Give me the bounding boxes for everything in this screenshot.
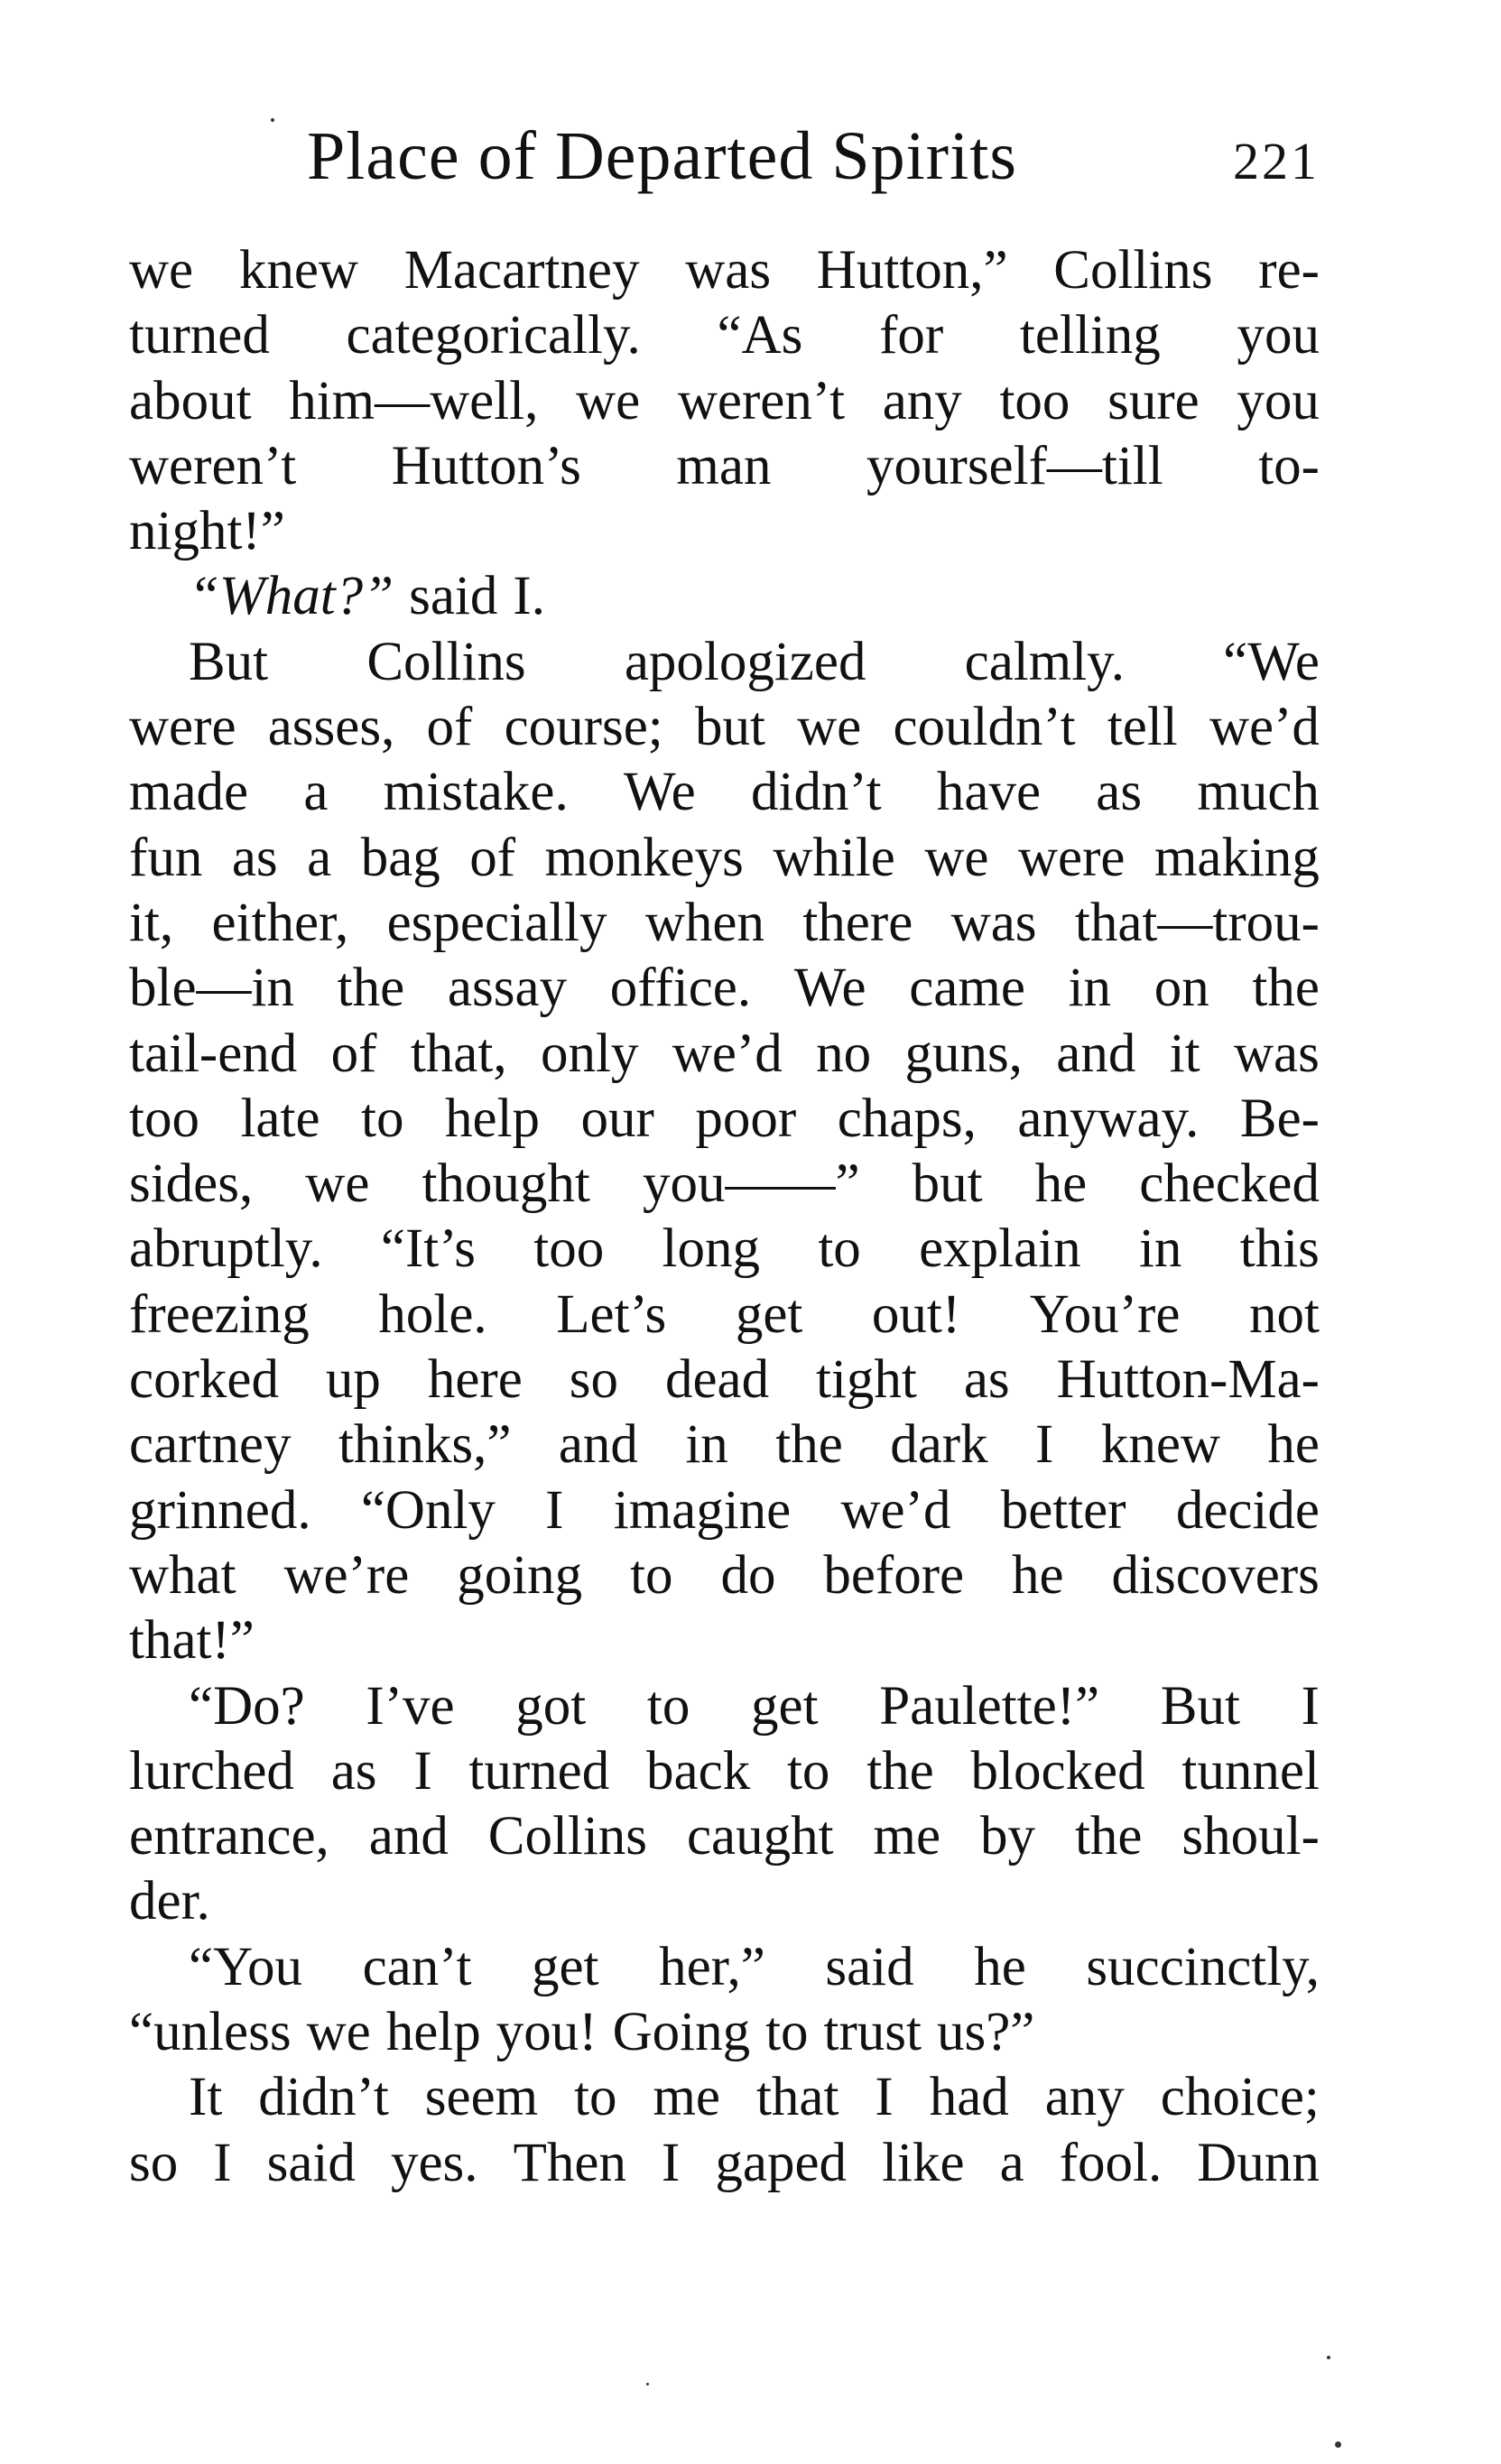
word: “It’s bbox=[380, 1218, 476, 1280]
word: But bbox=[189, 631, 269, 692]
word: checked bbox=[1139, 1153, 1320, 1215]
word: he bbox=[974, 1936, 1026, 1997]
scan-speck bbox=[271, 118, 274, 122]
word: I bbox=[875, 2067, 894, 2128]
word: weren’t bbox=[129, 435, 297, 496]
text-line bbox=[129, 238, 1320, 303]
word: we’d bbox=[840, 1479, 951, 1541]
word: fun bbox=[129, 827, 203, 888]
word: I’ve bbox=[366, 1675, 455, 1737]
word: anyway. bbox=[1017, 1088, 1200, 1149]
word: we bbox=[129, 240, 194, 301]
word: but bbox=[694, 697, 765, 758]
word: me bbox=[653, 2067, 721, 2128]
word: the bbox=[337, 958, 405, 1019]
word: Dunn bbox=[1197, 2132, 1320, 2193]
word: a bbox=[999, 2132, 1024, 2193]
word: of bbox=[469, 827, 516, 888]
word: our bbox=[580, 1088, 654, 1149]
word: thinks,” bbox=[338, 1414, 512, 1476]
word: “unless bbox=[129, 2002, 292, 2063]
word: the bbox=[1074, 1806, 1143, 1867]
text-line bbox=[129, 434, 1320, 499]
word: her,” bbox=[659, 1936, 765, 1997]
word: this bbox=[1239, 1218, 1320, 1280]
page-number: 221 bbox=[1233, 132, 1320, 190]
running-title: Place of Departed Spirits bbox=[307, 118, 1017, 194]
word: Macartney bbox=[403, 240, 640, 301]
word: were bbox=[1017, 827, 1126, 888]
word: as bbox=[231, 827, 278, 888]
word: thought bbox=[422, 1153, 590, 1215]
word: decide bbox=[1175, 1479, 1320, 1541]
text-line bbox=[129, 303, 1320, 368]
word: were bbox=[129, 697, 236, 758]
word: monkeys bbox=[544, 827, 744, 888]
word: gaped bbox=[715, 2132, 848, 2193]
word: explain bbox=[919, 1218, 1081, 1280]
word: I bbox=[413, 1740, 432, 1802]
word: I bbox=[545, 1479, 564, 1541]
word: can’t bbox=[362, 1936, 472, 1997]
word: by bbox=[980, 1806, 1035, 1867]
word: I bbox=[1301, 1675, 1320, 1737]
word: to- bbox=[1258, 435, 1320, 496]
word: as bbox=[330, 1740, 377, 1802]
word: of bbox=[330, 1023, 377, 1084]
word: to bbox=[574, 2067, 617, 2128]
word: Going bbox=[612, 2002, 751, 2063]
word: so bbox=[569, 1349, 618, 1411]
text-line bbox=[129, 1674, 1320, 1739]
word: course; bbox=[504, 697, 663, 758]
word: us?” bbox=[936, 2002, 1035, 2063]
word: do bbox=[720, 1544, 776, 1606]
word: in bbox=[1138, 1218, 1182, 1280]
word: help bbox=[385, 2002, 481, 2063]
word: sides, bbox=[129, 1153, 254, 1215]
text-line bbox=[129, 1869, 1320, 1934]
word: tell bbox=[1107, 697, 1178, 758]
word: trust bbox=[823, 2002, 922, 2063]
word: back bbox=[646, 1740, 751, 1802]
word: so bbox=[129, 2132, 179, 2193]
word: no bbox=[816, 1023, 872, 1084]
word: you! bbox=[496, 2002, 598, 2063]
word: I. bbox=[513, 566, 545, 627]
text-line bbox=[129, 826, 1320, 891]
word: blocked bbox=[970, 1740, 1145, 1802]
word: tight bbox=[816, 1349, 917, 1411]
word: dark bbox=[890, 1414, 988, 1476]
word: imagine bbox=[613, 1479, 792, 1541]
word: was bbox=[685, 240, 772, 301]
word: turned bbox=[129, 305, 270, 366]
word: long bbox=[662, 1218, 760, 1280]
word: on bbox=[1154, 958, 1209, 1019]
word: abruptly. bbox=[129, 1218, 323, 1280]
word: ble—in bbox=[129, 958, 294, 1019]
word: dead bbox=[664, 1349, 770, 1411]
word: too bbox=[533, 1218, 605, 1280]
word: to bbox=[786, 1740, 830, 1802]
text-line bbox=[129, 499, 1320, 564]
word: before bbox=[823, 1544, 965, 1606]
word: of bbox=[426, 697, 473, 758]
word: tunnel bbox=[1181, 1740, 1320, 1802]
word: “Do? bbox=[189, 1675, 305, 1737]
word: weren’t bbox=[677, 370, 846, 431]
word: said bbox=[825, 1936, 914, 1997]
word: Collins bbox=[366, 631, 526, 692]
word: yes. bbox=[390, 2132, 478, 2193]
word: apologized bbox=[624, 631, 866, 692]
word: you bbox=[1237, 305, 1320, 366]
word: have bbox=[936, 762, 1042, 823]
word: “We bbox=[1223, 631, 1320, 692]
word: we’d bbox=[1209, 697, 1320, 758]
word: poor bbox=[695, 1088, 797, 1149]
word: chaps, bbox=[837, 1088, 977, 1149]
text-line bbox=[129, 1935, 1320, 2000]
word: the bbox=[1252, 958, 1320, 1019]
text-line bbox=[129, 1739, 1320, 1804]
word: the bbox=[866, 1740, 934, 1802]
word: Hutton’s bbox=[391, 435, 581, 496]
text-line bbox=[129, 956, 1320, 1021]
word: we bbox=[305, 1153, 370, 1215]
word: choice; bbox=[1160, 2067, 1320, 2128]
word: calmly. bbox=[964, 631, 1125, 692]
word: about bbox=[129, 370, 252, 431]
word: and bbox=[368, 1806, 449, 1867]
word: Collins bbox=[1053, 240, 1213, 301]
text-line bbox=[129, 2131, 1320, 2196]
word: fool. bbox=[1059, 2132, 1163, 2193]
word: but bbox=[912, 1153, 983, 1215]
word: making bbox=[1154, 827, 1320, 888]
word: got bbox=[515, 1675, 587, 1737]
word: “As bbox=[717, 305, 803, 366]
word: sure bbox=[1107, 370, 1200, 431]
word: we bbox=[924, 827, 989, 888]
word: as bbox=[1096, 762, 1143, 823]
word: freezing bbox=[129, 1283, 310, 1345]
word: what bbox=[129, 1544, 236, 1606]
word: in bbox=[1068, 958, 1112, 1019]
word: mistake. bbox=[383, 762, 569, 823]
word: as bbox=[963, 1349, 1010, 1411]
text-line bbox=[129, 1804, 1320, 1869]
word: better bbox=[1000, 1479, 1126, 1541]
word: I bbox=[213, 2132, 232, 2193]
word: office. bbox=[609, 958, 752, 1019]
word: you——” bbox=[642, 1153, 860, 1215]
word: We bbox=[623, 762, 696, 823]
word: and bbox=[1056, 1023, 1136, 1084]
word: knew bbox=[238, 240, 358, 301]
word: didn’t bbox=[751, 762, 882, 823]
word: he bbox=[1034, 1153, 1088, 1215]
word: too bbox=[129, 1088, 199, 1149]
scan-speck bbox=[646, 2383, 649, 2385]
word: we bbox=[306, 2002, 371, 2063]
word: not bbox=[1249, 1283, 1320, 1345]
word: turned bbox=[468, 1740, 610, 1802]
word: especially bbox=[386, 892, 607, 953]
running-head bbox=[307, 116, 1320, 197]
word: was bbox=[950, 892, 1037, 953]
word: going bbox=[457, 1544, 583, 1606]
word: tail-end bbox=[129, 1023, 298, 1084]
text-line bbox=[129, 1217, 1320, 1282]
word: there bbox=[802, 892, 913, 953]
word: was bbox=[1234, 1023, 1320, 1084]
word: to bbox=[646, 1675, 690, 1737]
word: “What?” bbox=[189, 566, 394, 627]
word: like bbox=[882, 2132, 965, 2193]
word: much bbox=[1197, 762, 1320, 823]
word: couldn’t bbox=[893, 697, 1076, 758]
word: shoul- bbox=[1181, 1806, 1320, 1867]
word: man bbox=[676, 435, 772, 496]
word: any bbox=[882, 370, 962, 431]
word: categorically. bbox=[346, 305, 641, 366]
word: either, bbox=[211, 892, 349, 953]
word: a bbox=[307, 827, 332, 888]
word: But bbox=[1160, 1675, 1240, 1737]
word: that bbox=[755, 2067, 839, 2128]
word: he bbox=[1012, 1544, 1064, 1606]
word: Paulette!” bbox=[879, 1675, 1100, 1737]
word: caught bbox=[686, 1806, 834, 1867]
word: that!” bbox=[129, 1610, 255, 1672]
word: guns, bbox=[904, 1023, 1023, 1084]
word: a bbox=[303, 762, 329, 823]
word: I bbox=[1035, 1414, 1054, 1476]
word: It bbox=[189, 2067, 223, 2128]
word: too bbox=[999, 370, 1070, 431]
word: it bbox=[1169, 1023, 1200, 1084]
word: that—trou- bbox=[1074, 892, 1320, 953]
word: You’re bbox=[1029, 1283, 1181, 1345]
word: to bbox=[765, 2002, 809, 2063]
text-line bbox=[129, 1608, 1320, 1673]
word: the bbox=[775, 1414, 843, 1476]
word: had bbox=[929, 2067, 1009, 2128]
word: late bbox=[240, 1088, 320, 1149]
word: cartney bbox=[129, 1414, 292, 1476]
word: corked bbox=[129, 1349, 279, 1411]
word: hole. bbox=[378, 1283, 487, 1345]
word: der. bbox=[129, 1871, 210, 1932]
word: while bbox=[773, 827, 895, 888]
text-line bbox=[129, 2000, 1320, 2065]
word: Be- bbox=[1239, 1088, 1320, 1149]
word: and bbox=[558, 1414, 638, 1476]
word: discovers bbox=[1111, 1544, 1320, 1606]
text-line bbox=[129, 1152, 1320, 1217]
word: to bbox=[630, 1544, 673, 1606]
word: didn’t bbox=[258, 2067, 389, 2128]
text-line bbox=[129, 695, 1320, 760]
word: you bbox=[1237, 370, 1320, 431]
word: we bbox=[797, 697, 862, 758]
word: bag bbox=[360, 827, 440, 888]
word: night!” bbox=[129, 501, 285, 562]
word: up bbox=[325, 1349, 381, 1411]
word: only bbox=[540, 1023, 639, 1084]
word: came bbox=[909, 958, 1025, 1019]
scan-speck bbox=[1327, 2356, 1330, 2359]
word: Let’s bbox=[556, 1283, 667, 1345]
word: get bbox=[735, 1283, 803, 1345]
word: here bbox=[427, 1349, 523, 1411]
word: We bbox=[793, 958, 866, 1019]
word: I bbox=[662, 2132, 681, 2193]
word: him—well, bbox=[289, 370, 539, 431]
text-line bbox=[129, 1413, 1320, 1477]
word: we bbox=[576, 370, 641, 431]
word: out! bbox=[871, 1283, 961, 1345]
word: for bbox=[879, 305, 944, 366]
word: “You bbox=[189, 1936, 303, 1997]
word: Hutton-Ma- bbox=[1056, 1349, 1320, 1411]
text-line bbox=[129, 1087, 1320, 1152]
word: he bbox=[1267, 1414, 1320, 1476]
word: in bbox=[685, 1414, 728, 1476]
word: get bbox=[531, 1936, 599, 1997]
text-line bbox=[129, 891, 1320, 956]
body-text bbox=[129, 238, 1320, 2196]
scan-speck bbox=[1335, 2441, 1341, 2448]
word: help bbox=[445, 1088, 541, 1149]
word: that, bbox=[410, 1023, 507, 1084]
text-line bbox=[129, 2065, 1320, 2130]
text-line bbox=[129, 1283, 1320, 1348]
text-line bbox=[129, 1348, 1320, 1413]
word: asses, bbox=[267, 697, 395, 758]
word: grinned. bbox=[129, 1479, 311, 1541]
word: re- bbox=[1258, 240, 1320, 301]
word: me bbox=[873, 1806, 941, 1867]
word: lurched bbox=[129, 1740, 294, 1802]
word: Collins bbox=[487, 1806, 648, 1867]
word: Hutton,” bbox=[816, 240, 1008, 301]
word: we’d bbox=[672, 1023, 783, 1084]
word: “Only bbox=[360, 1479, 496, 1541]
word: we’re bbox=[283, 1544, 410, 1606]
word: to bbox=[818, 1218, 861, 1280]
word: any bbox=[1044, 2067, 1125, 2128]
word: knew bbox=[1100, 1414, 1220, 1476]
word: said bbox=[409, 566, 498, 627]
text-line bbox=[129, 1022, 1320, 1087]
word: made bbox=[129, 762, 249, 823]
word: get bbox=[751, 1675, 819, 1737]
word: assay bbox=[447, 958, 568, 1019]
word: when bbox=[644, 892, 764, 953]
text-line bbox=[129, 564, 1320, 629]
text-line bbox=[129, 1478, 1320, 1543]
word: seem bbox=[424, 2067, 539, 2128]
text-line bbox=[129, 1543, 1320, 1608]
word: to bbox=[361, 1088, 404, 1149]
word: it, bbox=[129, 892, 174, 953]
word: said bbox=[266, 2132, 356, 2193]
word: entrance, bbox=[129, 1806, 329, 1867]
text-line bbox=[129, 760, 1320, 825]
word: Then bbox=[513, 2132, 626, 2193]
text-line bbox=[129, 630, 1320, 695]
word: telling bbox=[1019, 305, 1161, 366]
word: succinctly, bbox=[1086, 1936, 1320, 1997]
word: yourself—till bbox=[866, 435, 1163, 496]
text-line bbox=[129, 369, 1320, 434]
